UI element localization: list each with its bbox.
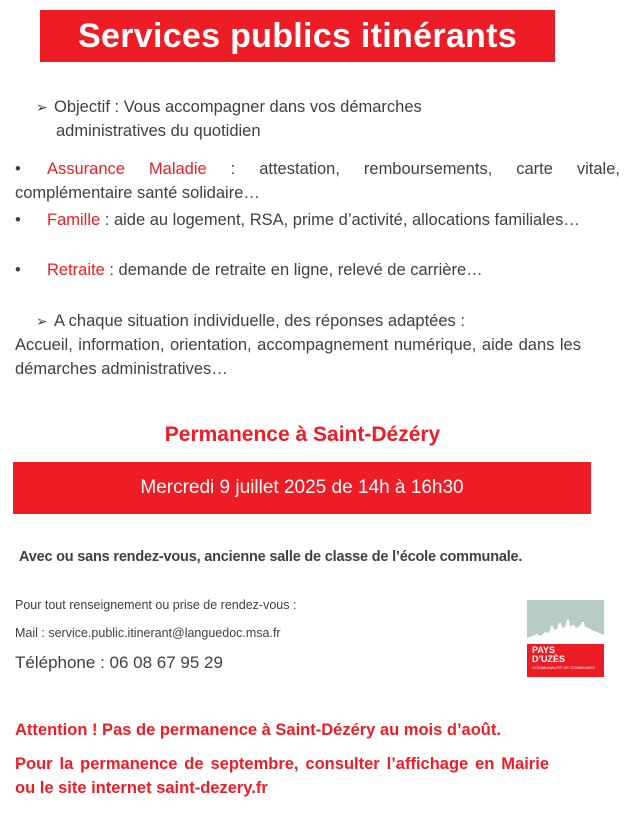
contact-mail-line — [15, 626, 281, 640]
situation-heading — [36, 309, 465, 333]
contact-intro: Pour tout renseignement ou prise de rendez-vous : — [15, 598, 297, 612]
date-banner — [13, 462, 591, 514]
contact-phone: Téléphone : 06 08 67 95 29 — [15, 653, 223, 672]
permanence-location: Avec ou sans rendez-vous, ancienne salle de classe de l’école communale. — [19, 549, 523, 565]
service-name: Assurance Maladie — [47, 160, 207, 178]
mail-label: Mail : — [15, 626, 49, 640]
bullet-icon: • — [15, 211, 21, 229]
bullet-icon: • — [15, 160, 21, 178]
service-text: : attestation, remboursements, carte vitale, complémentaire santé solidaire… — [15, 160, 620, 202]
september-notice: Pour la permanence de septembre, consulter l’affichage en Mairie ou le site internet saint-dezery.fr — [15, 755, 549, 797]
title-banner — [40, 10, 555, 62]
attention-notice: Attention ! Pas de permanence à Saint-Dézéry au mois d’août. — [15, 721, 501, 739]
skyline-icon — [527, 614, 604, 644]
arrow-right-icon: ➢ — [36, 313, 48, 329]
permanence-date: Mercredi 9 juillet 2025 de 14h à 16h30 — [140, 477, 464, 498]
service-name: Retraite — [47, 261, 105, 279]
logo-line2: D’UZÈS — [532, 654, 566, 664]
service-item-famille — [15, 208, 620, 232]
permanence-title: Permanence à Saint-Dézéry — [164, 423, 441, 446]
service-text: : demande de retraite en ligne, relevé de carrière… — [104, 261, 483, 279]
service-item-assurance — [15, 157, 620, 205]
objectif-section — [36, 95, 422, 143]
situation-heading-text: A chaque situation individuelle, des réponses adaptées : — [54, 312, 465, 330]
objectif-line2: administratives du quotidien — [56, 122, 261, 140]
page-title: Services publics itinérants — [78, 16, 517, 55]
situation-text: Accueil, information, orientation, accompagnement numérique, aide dans les démarches administratives… — [15, 336, 581, 378]
service-name: Famille — [47, 211, 101, 229]
logo-line1: PAYS — [532, 645, 556, 655]
pays-uzes-logo — [527, 600, 604, 677]
service-text: : aide au logement, RSA, prime d’activité, allocations familiales… — [100, 211, 580, 229]
bullet-icon: • — [15, 261, 21, 279]
logo-line3: COMMUNAUTÉ DE COMMUNES — [532, 665, 595, 670]
service-item-retraite — [15, 258, 620, 282]
arrow-right-icon: ➢ — [36, 99, 48, 115]
mail-link[interactable]: service.public.itinerant@languedoc.msa.fr — [48, 626, 281, 640]
objectif-line1: Objectif : Vous accompagner dans vos démarches — [54, 98, 422, 116]
